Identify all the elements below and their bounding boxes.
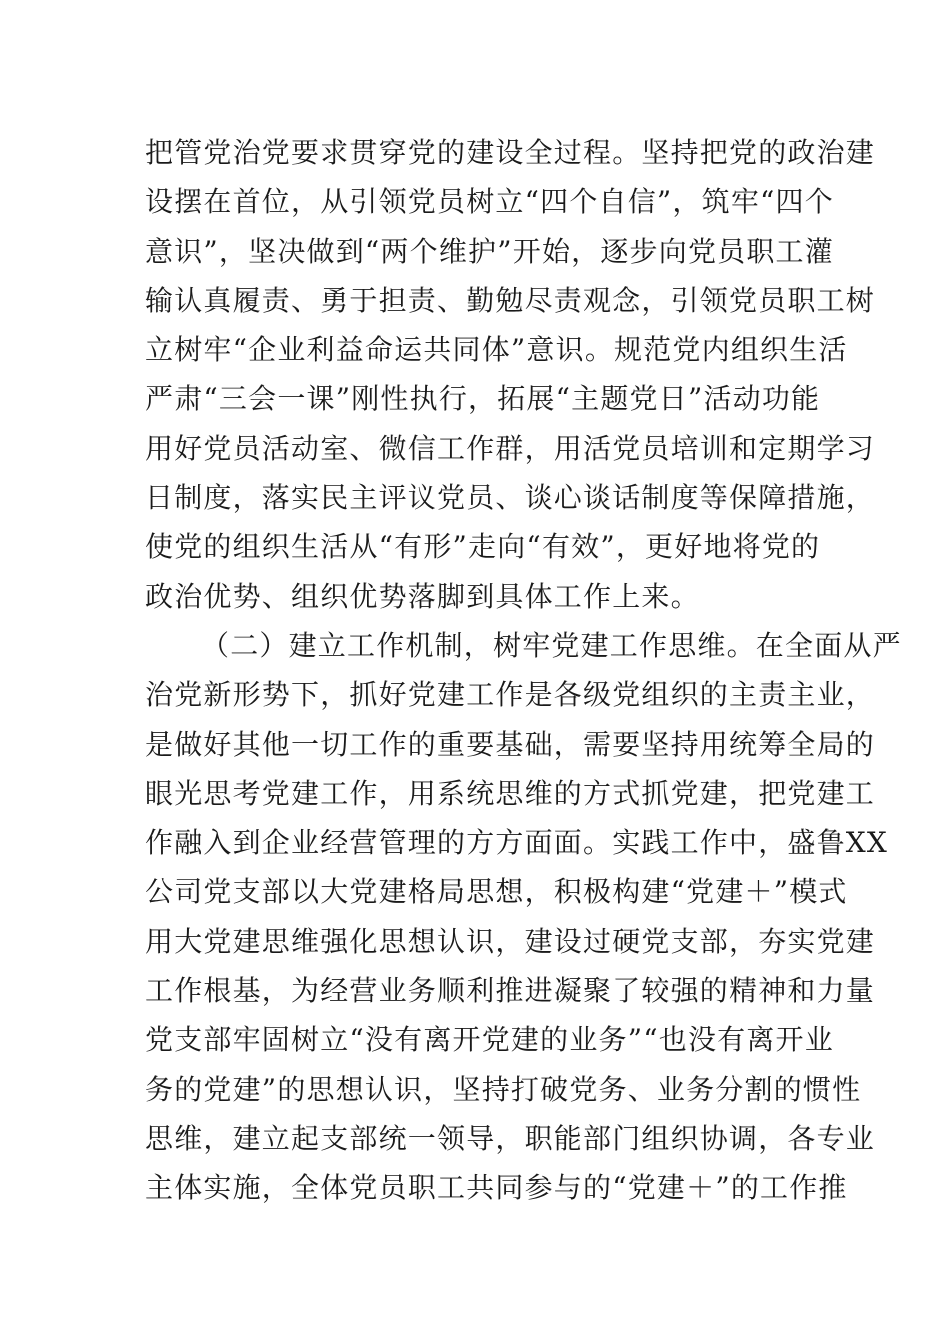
text-line-4: 输认真履责、勇于担责、勤勉尽责观念，引领党员职工树 [145,283,876,317]
section-heading-line: （二）建立工作机制，树牢党建工作思维。在全面从严 [201,628,902,662]
text-line-15: 作融入到企业经营管理的方方面面。实践工作中，盛鲁XX [145,826,889,860]
text-line-19: 党支部牢固树立“没有离开党建的业务”“也没有离开业 [145,1023,834,1057]
text-line-8: 日制度，落实民主评议党员、谈心谈话制度等保障措施， [145,481,876,515]
text-line-20: 务的党建”的思想认识，坚持打破党务、业务分割的惯性 [145,1072,862,1106]
text-line-12: 治党新形势下，抓好党建工作是各级党组织的主责主业， [145,678,876,712]
text-line-7: 用好党员活动室、微信工作群，用活党员培训和定期学习 [145,431,876,465]
text-line-3: 意识”，坚决做到“两个维护”开始，逐步向党员职工灌 [145,234,834,268]
text-line-22: 主体实施，全体党员职工共同参与的“党建＋”的工作推 [145,1171,848,1205]
text-line-1: 把管党治党要求贯穿党的建设全过程。坚持把党的政治建 [145,136,876,169]
text-line-5: 立树牢“企业利益命运共同体”意识。规范党内组织生活 [145,333,848,367]
body-text [145,128,902,1213]
text-line-2: 设摆在首位，从引领党员树立“四个自信”，筑牢“四个 [145,185,834,219]
text-line-10: 政治优势、组织优势落脚到具体工作上来。 [145,579,700,613]
text-line-17: 用大党建思维强化思想认识，建设过硬党支部，夯实党建 [145,924,876,958]
text-line-6: 严肃“三会一课”刚性执行，拓展“主题党日”活动功能 [145,382,821,416]
text-line-13: 是做好其他一切工作的重要基础，需要坚持用统筹全局的 [145,727,876,761]
text-line-21: 思维，建立起支部统一领导，职能部门组织协调，各专业 [145,1121,876,1155]
text-line-18: 工作根基，为经营业务顺利推进凝聚了较强的精神和力量 [145,974,876,1008]
text-line-14: 眼光思考党建工作，用系统思维的方式抓党建，把党建工 [145,776,876,810]
text-line-16: 公司党支部以大党建格局思想，积极构建“党建＋”模式 [145,875,848,909]
text-line-9: 使党的组织生活从“有形”走向“有效”，更好地将党的 [145,530,821,564]
